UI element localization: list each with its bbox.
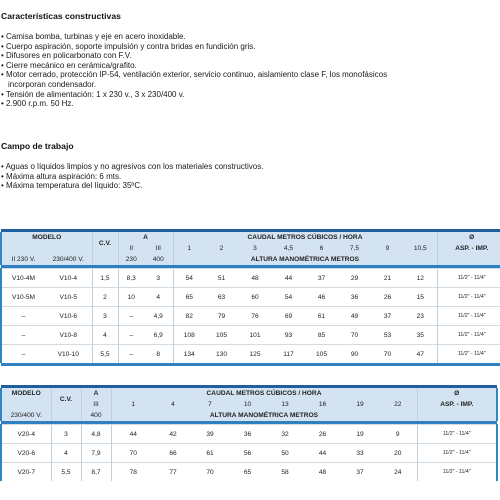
list-item: • 2.900 r.p.m. 50 Hz. <box>1 99 74 109</box>
height-cell: 70 <box>338 326 371 345</box>
connection-cell: 11/2" - 11/4" <box>437 269 500 288</box>
height-cell: 51 <box>205 269 238 288</box>
model-cell: V20-7 <box>1 463 51 482</box>
flow-value: 10,5 <box>413 245 427 252</box>
height-cell: 44 <box>304 444 341 463</box>
height-cell: 32 <box>266 425 304 444</box>
cv-cell: 3 <box>51 425 81 444</box>
height-cell: 48 <box>238 269 272 288</box>
model-cell: V10-5 <box>45 288 92 307</box>
model-cell: V10-5M <box>1 288 45 307</box>
amp-cell: 10 <box>118 288 144 307</box>
subheader-a-230: 230 <box>118 254 144 265</box>
flow-value: 13 <box>281 401 289 408</box>
height-cell: 19 <box>341 425 379 444</box>
height-cell: 61 <box>191 444 229 463</box>
subheader-a-ii: II <box>118 243 144 254</box>
height-cell: 54 <box>272 288 305 307</box>
height-cell: 90 <box>338 345 371 364</box>
campo-trabajo-list <box>1 162 263 191</box>
height-cell: 15 <box>404 288 437 307</box>
flow-value: 2 <box>219 245 224 252</box>
connection-cell: 11/2" - 11/4" <box>417 463 497 482</box>
model-cell: V10-4M <box>1 269 45 288</box>
height-cell: 134 <box>173 345 205 364</box>
list-item: • Aguas o líquidos limpios y no agresivos con los materiales constructivos. <box>1 162 264 171</box>
subheader-a-400: 400 <box>152 256 164 263</box>
model-cell: – <box>1 345 45 364</box>
header-amperes: A <box>118 232 173 243</box>
height-cell: 33 <box>341 444 379 463</box>
list-item: • Difusores en policarbonato con F.V. <box>1 51 132 61</box>
height-cell: 117 <box>272 345 305 364</box>
height-cell: 49 <box>338 307 371 326</box>
flow-value: 4 <box>171 401 175 408</box>
height-cell: 24 <box>379 463 417 482</box>
header-amperes: A <box>81 388 111 399</box>
flow-value: 7 <box>208 401 212 408</box>
height-cell: 70 <box>191 463 229 482</box>
header-asp-imp: ASP. - IMP. <box>417 399 497 410</box>
flow-value: 6 <box>319 245 324 252</box>
height-cell: 93 <box>272 326 305 345</box>
subheader-modelo-230-400: 230/400 V. <box>52 256 84 263</box>
height-cell: 58 <box>266 463 304 482</box>
spec-table-v10 <box>0 229 500 366</box>
table-row <box>1 288 500 307</box>
list-item: • Máxima temperatura del líquido: 35ºC. <box>1 181 143 191</box>
connection-cell: 11/2" - 11/4" <box>437 288 500 307</box>
flow-value: 7,5 <box>349 245 360 252</box>
table-row <box>1 307 500 326</box>
cv-cell: 3 <box>92 307 118 326</box>
height-cell: 37 <box>305 269 338 288</box>
height-cell: 85 <box>305 326 338 345</box>
height-cell: 44 <box>272 269 305 288</box>
model-cell: V20-6 <box>1 444 51 463</box>
header-asp-imp: ASP. - IMP. <box>437 243 500 254</box>
connection-cell: 11/2" - 11/4" <box>437 345 500 364</box>
height-cell: 36 <box>229 425 266 444</box>
height-cell: 36 <box>338 288 371 307</box>
amp-cell: – <box>118 345 144 364</box>
flow-value: 1 <box>111 399 155 410</box>
height-cell: 20 <box>379 444 417 463</box>
header-diametro: Ø <box>437 232 500 243</box>
header-cv: C.V. <box>51 388 81 410</box>
connection-cell: 11/2" - 11/4" <box>437 307 500 326</box>
height-cell: 46 <box>305 288 338 307</box>
model-cell: V10-10 <box>45 345 92 364</box>
list-item: • Cierre mecánico en cerámica/grafito. <box>1 60 137 70</box>
amp-cell: 8,7 <box>81 463 111 482</box>
header-diametro: Ø <box>417 388 497 399</box>
height-cell: 44 <box>111 425 155 444</box>
height-cell: 26 <box>371 288 404 307</box>
height-cell: 35 <box>404 326 437 345</box>
flow-value: 3 <box>253 245 257 252</box>
model-cell: – <box>1 307 45 326</box>
height-cell: 23 <box>404 307 437 326</box>
height-cell: 12 <box>404 269 437 288</box>
section-title-caracteristicas: Características constructivas <box>1 11 121 21</box>
height-cell: 65 <box>173 288 205 307</box>
table-row <box>1 326 500 345</box>
height-cell: 42 <box>155 425 191 444</box>
table-row <box>1 425 497 444</box>
amp-cell: 8,3 <box>118 269 144 288</box>
amp-cell: 6,9 <box>144 326 173 345</box>
flow-value: 10 <box>243 401 252 408</box>
height-cell: 101 <box>238 326 272 345</box>
header-modelo: MODELO <box>1 232 92 243</box>
subheader-modelo-230-400: 230/400 V. <box>1 410 51 421</box>
height-cell: 50 <box>266 444 304 463</box>
height-cell: 79 <box>205 307 238 326</box>
header-modelo: MODELO <box>1 388 51 399</box>
height-cell: 105 <box>205 326 238 345</box>
height-cell: 56 <box>229 444 266 463</box>
header-altura: ALTURA MANOMÉTRICA METROS <box>111 410 417 421</box>
cv-cell: 2 <box>92 288 118 307</box>
header-altura: ALTURA MANOMÉTRICA METROS <box>173 254 437 265</box>
height-cell: 130 <box>205 345 238 364</box>
subheader-a-400: 400 <box>81 410 111 421</box>
height-cell: 37 <box>371 307 404 326</box>
height-cell: 61 <box>305 307 338 326</box>
height-cell: 78 <box>111 463 155 482</box>
amp-cell: 4,9 <box>144 307 173 326</box>
height-cell: 125 <box>238 345 272 364</box>
table-row <box>1 345 500 364</box>
amp-cell: 4,8 <box>81 425 111 444</box>
cv-cell: 5,5 <box>51 463 81 482</box>
height-cell: 29 <box>338 269 371 288</box>
height-cell: 70 <box>111 444 155 463</box>
amp-cell: 8 <box>144 345 173 364</box>
height-cell: 26 <box>304 425 341 444</box>
height-cell: 37 <box>341 463 379 482</box>
list-item: • Motor cerrado, protección IP-54, ventilación exterior, servicio continuo, aislamiento clase F, los monofásicos <box>1 70 388 80</box>
header-caudal: CAUDAL METROS CÚBICOS / HORA <box>173 232 437 243</box>
flow-value: 19 <box>356 401 364 408</box>
table-row <box>1 444 497 463</box>
header-caudal: CAUDAL METROS CÚBICOS / HORA <box>111 388 417 399</box>
flow-value: 16 <box>318 401 327 408</box>
height-cell: 66 <box>155 444 191 463</box>
model-cell: – <box>1 326 45 345</box>
list-item: • Máxima altura aspiración: 6 mts. <box>1 171 122 181</box>
model-cell: V10-6 <box>45 307 92 326</box>
spec-table-v20 <box>0 385 498 481</box>
header-cv: C.V. <box>92 232 118 254</box>
amp-cell: – <box>118 326 144 345</box>
list-item: • Cuerpo aspiración, soporte impulsión y contra bridas en fundición gris. <box>1 41 256 51</box>
flow-value: 1 <box>173 243 205 254</box>
height-cell: 53 <box>371 326 404 345</box>
amp-cell: 7,9 <box>81 444 111 463</box>
caracteristicas-list <box>1 32 387 109</box>
height-cell: 21 <box>371 269 404 288</box>
list-item: incorporan condensador. <box>8 79 97 89</box>
connection-cell: 11/2" - 11/4" <box>417 425 497 444</box>
height-cell: 70 <box>371 345 404 364</box>
model-cell: V10-8 <box>45 326 92 345</box>
model-cell: V20-4 <box>1 425 51 444</box>
subheader-a-iii: III <box>155 245 161 252</box>
subheader-modelo-230: II 230 V. <box>1 254 45 265</box>
list-item: • Tensión de alimentación: 1 x 230 v., 3 x 230/400 v. <box>1 89 185 99</box>
cv-cell: 5,5 <box>92 345 118 364</box>
model-cell: V10-4 <box>45 269 92 288</box>
table-row <box>1 269 500 288</box>
table-row <box>1 463 497 482</box>
height-cell: 77 <box>155 463 191 482</box>
height-cell: 48 <box>304 463 341 482</box>
flow-value: 9 <box>385 245 390 252</box>
cv-cell: 4 <box>92 326 118 345</box>
flow-value: 4,5 <box>283 245 294 252</box>
subheader-a-iii: III <box>81 399 111 410</box>
amp-cell: 3 <box>144 269 173 288</box>
height-cell: 60 <box>238 288 272 307</box>
connection-cell: 11/2" - 11/4" <box>437 326 500 345</box>
flow-value: 22 <box>394 401 402 408</box>
cv-cell: 4 <box>51 444 81 463</box>
height-cell: 65 <box>229 463 266 482</box>
height-cell: 69 <box>272 307 305 326</box>
section-title-campo-trabajo: Campo de trabajo <box>1 141 74 151</box>
height-cell: 63 <box>205 288 238 307</box>
height-cell: 76 <box>238 307 272 326</box>
height-cell: 9 <box>379 425 417 444</box>
height-cell: 54 <box>173 269 205 288</box>
list-item: • Camisa bomba, turbinas y eje en acero inoxidable. <box>1 32 186 41</box>
height-cell: 105 <box>305 345 338 364</box>
connection-cell: 11/2" - 11/4" <box>417 444 497 463</box>
height-cell: 39 <box>191 425 229 444</box>
height-cell: 47 <box>404 345 437 364</box>
amp-cell: 4 <box>144 288 173 307</box>
height-cell: 82 <box>173 307 205 326</box>
height-cell: 108 <box>173 326 205 345</box>
cv-cell: 1,5 <box>92 269 118 288</box>
amp-cell: – <box>118 307 144 326</box>
